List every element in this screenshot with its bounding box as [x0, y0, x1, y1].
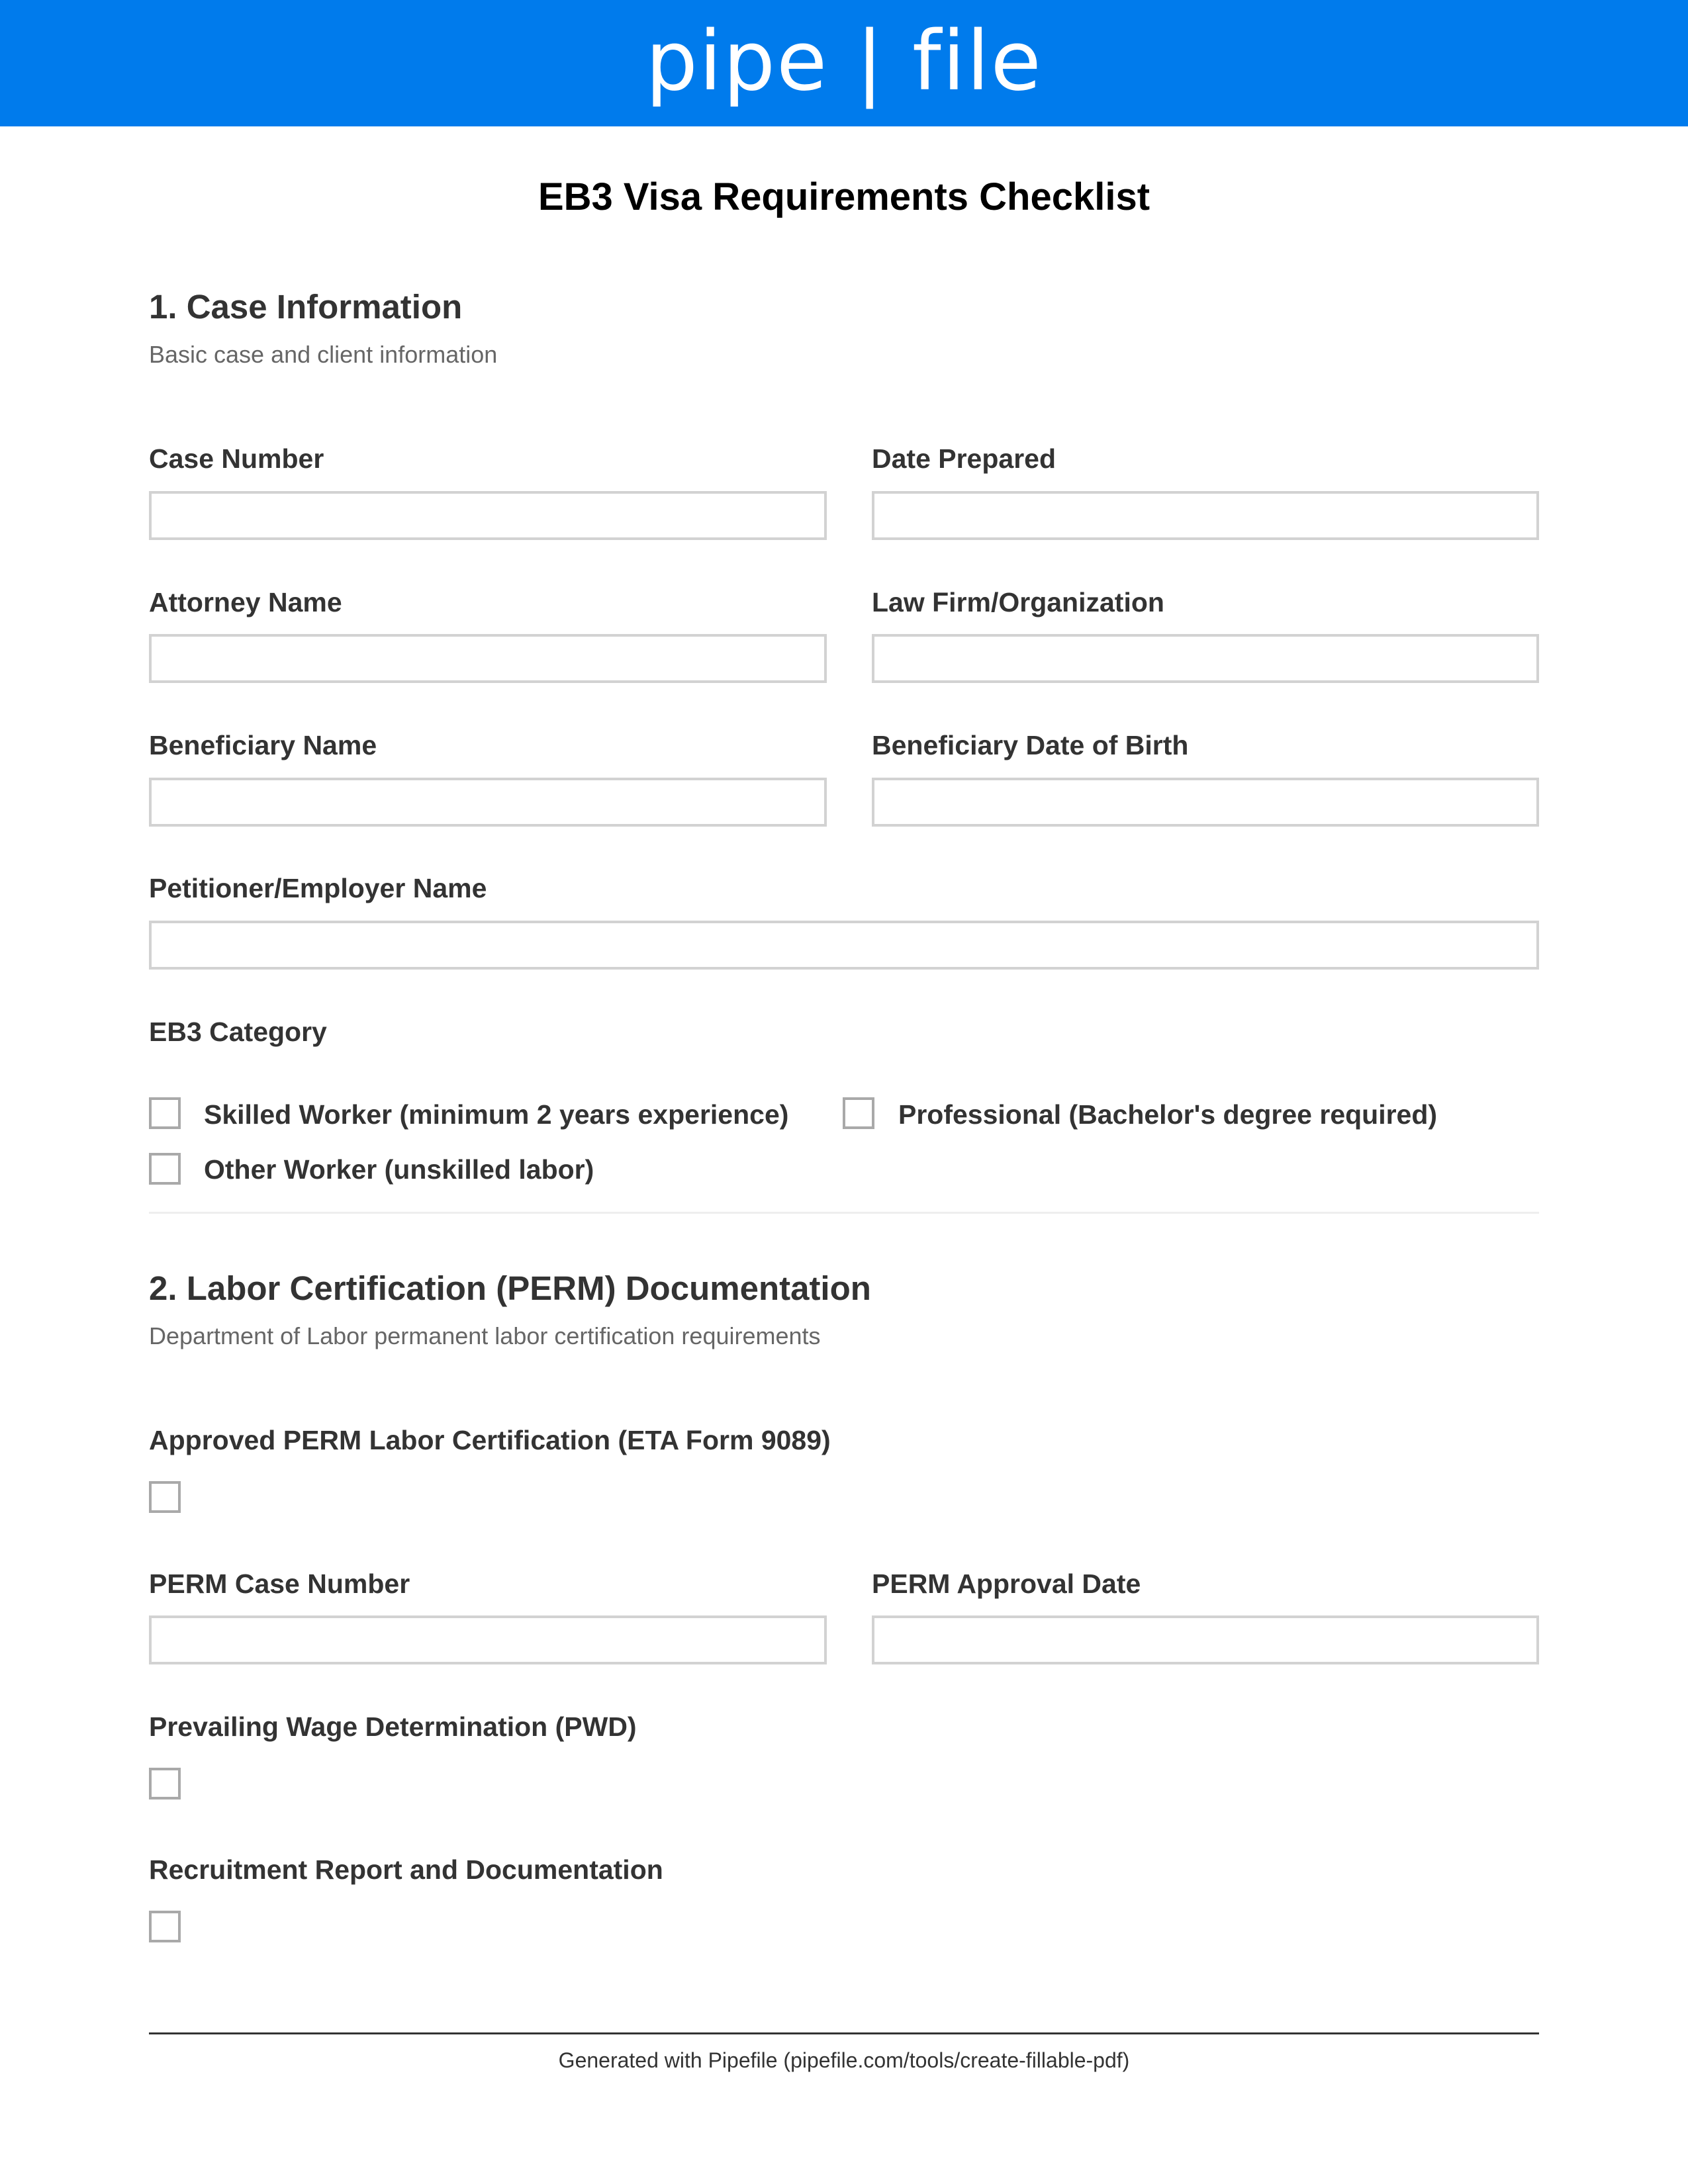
petitioner-name-field[interactable]: [149, 921, 1539, 970]
petitioner-name-label: Petitioner/Employer Name: [149, 873, 487, 903]
section-2-description: Department of Labor permanent labor certification requirements: [149, 1322, 821, 1349]
perm-case-number-field[interactable]: [149, 1615, 827, 1664]
document-title: EB3 Visa Requirements Checklist: [538, 175, 1150, 218]
beneficiary-dob-field[interactable]: [872, 778, 1539, 827]
perm-approval-date-label: PERM Approval Date: [872, 1569, 1141, 1599]
section-divider: [149, 1212, 1539, 1214]
other-worker-option-label: Other Worker (unskilled labor): [204, 1154, 594, 1185]
professional-option-label: Professional (Bachelor's degree required): [898, 1099, 1438, 1130]
section-1-description: Basic case and client information: [149, 341, 498, 368]
skilled-worker-checkbox[interactable]: [149, 1097, 181, 1129]
eb3-category-label: EB3 Category: [149, 1017, 327, 1047]
perm-approval-date-field[interactable]: [872, 1615, 1539, 1664]
approved-perm-label: Approved PERM Labor Certification (ETA Form 9089): [149, 1425, 831, 1455]
beneficiary-name-label: Beneficiary Name: [149, 730, 377, 760]
section-1-title: 1. Case Information: [149, 288, 463, 326]
professional-checkbox[interactable]: [843, 1097, 874, 1129]
law-firm-field[interactable]: [872, 634, 1539, 683]
case-number-field[interactable]: [149, 491, 827, 540]
section-2-title: 2. Labor Certification (PERM) Documentation: [149, 1269, 871, 1307]
pwd-label: Prevailing Wage Determination (PWD): [149, 1711, 637, 1742]
case-number-label: Case Number: [149, 443, 324, 474]
date-prepared-label: Date Prepared: [872, 443, 1056, 474]
perm-case-number-label: PERM Case Number: [149, 1569, 410, 1599]
attorney-name-field[interactable]: [149, 634, 827, 683]
footer-rule: [149, 2032, 1539, 2034]
beneficiary-dob-label: Beneficiary Date of Birth: [872, 730, 1189, 760]
recruitment-report-label: Recruitment Report and Documentation: [149, 1854, 663, 1885]
date-prepared-field[interactable]: [872, 491, 1539, 540]
approved-perm-checkbox[interactable]: [149, 1481, 181, 1513]
footer-text: Generated with Pipefile (pipefile.com/tools/create-fillable-pdf): [558, 2048, 1130, 2072]
skilled-worker-option-label: Skilled Worker (minimum 2 years experience): [204, 1099, 789, 1130]
law-firm-label: Law Firm/Organization: [872, 587, 1164, 617]
attorney-name-label: Attorney Name: [149, 587, 342, 617]
pwd-checkbox[interactable]: [149, 1768, 181, 1799]
header-banner: [0, 0, 1688, 126]
recruitment-report-checkbox[interactable]: [149, 1911, 181, 1942]
other-worker-checkbox[interactable]: [149, 1153, 181, 1185]
beneficiary-name-field[interactable]: [149, 778, 827, 827]
pipefile-logo: pipe | file: [645, 14, 1043, 109]
